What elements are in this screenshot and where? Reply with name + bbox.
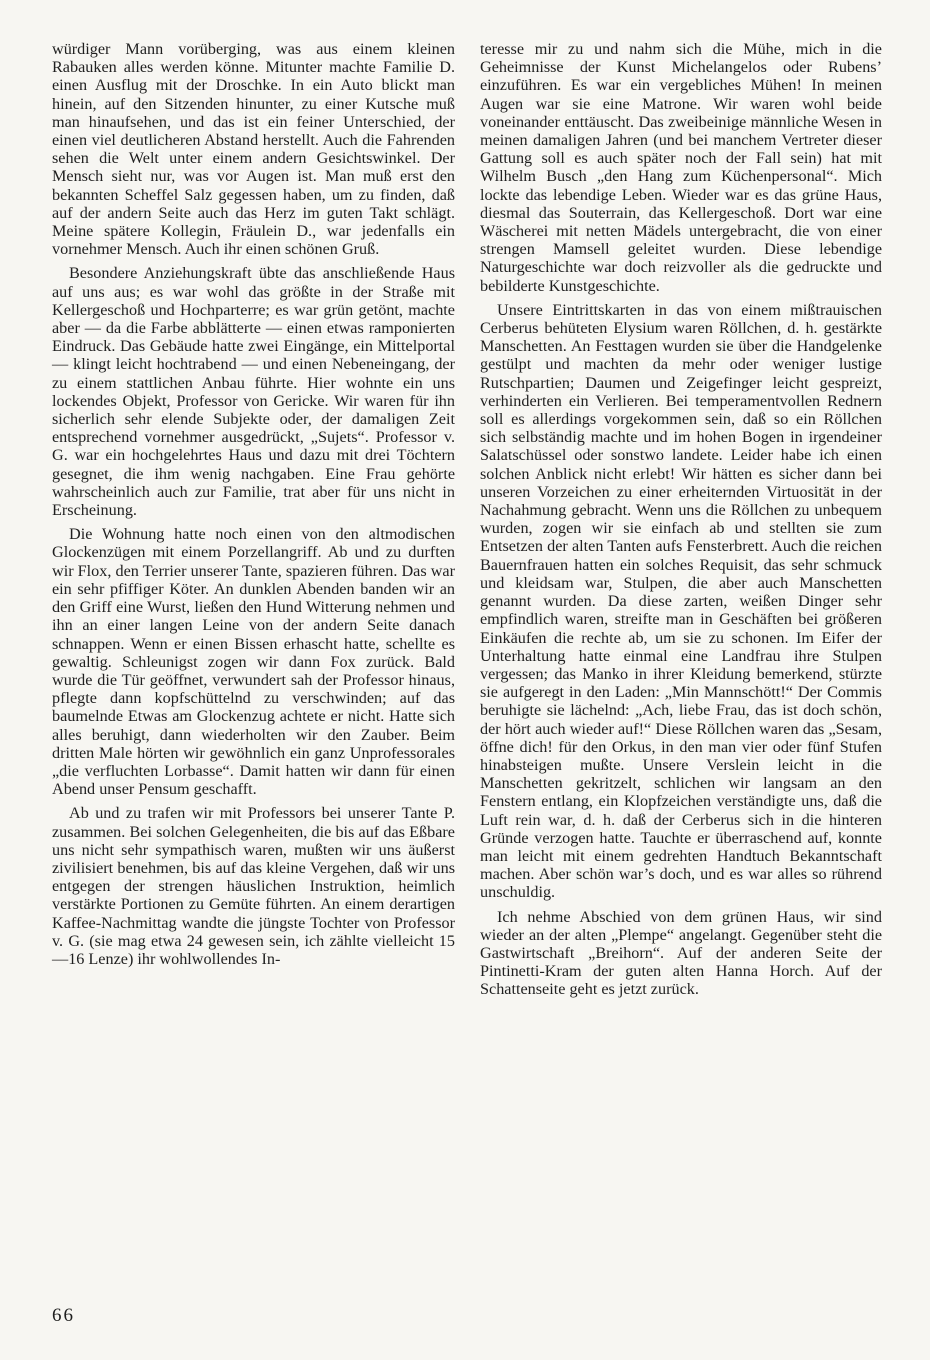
paragraph: Ich nehme Abschied von dem grünen Haus, wir sind wieder an der alten „Plempe“ angelangt. Gegenüber steht die Gastwirtschaft „Breihorn“. Auf der anderen Seite der Pintinetti-Kram der guten alten Hanna Horch. Auf der Schattenseite geht es jetzt zurück. (480, 907, 882, 999)
page-number: 66 (52, 1305, 75, 1326)
paragraph: teresse mir zu und nahm sich die Mühe, mich in die Geheimnisse der Kunst Michelangelos oder Rubens’ einzuführen. Es war ein vergebliches Mühen! In meinen Augen war sie eine Matrone. Wir waren wohl beide voneinander enttäuscht. Das zweibeinige männliche Wesen in meinen damaligen Jahren (und bei manchem Vertreter dieser Gattung soll es auch später noch der Fall sein) hat mit Wilhelm Busch „den Hang zum Küchenpersonal“. Mich lockte das lebendige Leben. Wieder war es das grüne Haus, diesmal das Souterrain, das Kellergeschoß. Dort war eine Wäscherei mit netten Mädels untergebracht, die von einer strengen Mamsell geleitet wurden. Diese lebendige Naturgeschichte war doch reizvoller als die gedruckte und bebilderte Kunstgeschichte. (480, 40, 882, 295)
paragraph: Besondere Anziehungskraft übte das anschließende Haus auf uns aus; es war wohl das größte in der Straße mit Kellergeschoß und Hochparterre; es war grün getönt, machte aber — da die Farbe abblätterte — einen etwas ramponierten Eindruck. Das Gebäude hatte zwei Eingänge, ein Mittelportal — klingt leicht hochtrabend — und einen Nebeneingang, der zu einem stattlichen Anbau führte. Hier wohnte ein uns lockendes Objekt, Professor von Gericke. Wir waren für ihn sicherlich sehr elende Subjekte oder, der damaligen Zeit entsprechend vornehmer ausgedrückt, „Sujets“. Professor v. G. war ein hochgelehrtes Haus und dazu mit drei Töchtern gesegnet, die ihm wenig nachgaben. Eine Frau gehörte wahrscheinlich auch zur Familie, trat aber für uns nicht in Erscheinung. (52, 264, 455, 520)
paragraph: Unsere Eintrittskarten in das von einem mißtrauischen Cerberus behüteten Elysium waren Röllchen, d. h. gestärkte Manschetten. An Festtagen wurden sie über die Handgelenke gestülpt und machten da mehr oder weniger lustige Rutschpartien; Daumen und Zeigefinger leicht gespreizt, verhinderten ein Verlieren. Bei temperamentvollen Rednern soll es allerdings vorgekommen sein, daß so ein Röllchen sich selbständig machte und im hohen Bogen in irgendeiner Salatschüssel oder sonstwo landete. Leider habe ich einen solchen Anblick nicht erlebt! Wir hätten es sicher dann bei unseren Vorzeichen zu einer erheiternden Virtuosität in der Nachahmung gebracht. Wenn uns die Röllchen zu unbequem wurden, zogen wir sie einfach ab und stellten sie zum Entsetzen der alten Tanten aufs Fensterbrett. Auch die reichen Bauernfrauen hatten ein solches Requisit, das sehr schmuck und kleidsam war, Stulpen, die aber auch Manschetten genannt wurden. Da diese zarten, weißen Dinger sehr empfindlich waren, streifte man in Geschäften bei größeren Einkäufen die rechte ab, um sie zu schonen. Im Eifer der Unterhaltung hatte einmal eine Landfrau ihre Stulpen vergessen; das Manko in ihrer Kleidung bemerkend, stürzte sie aufgeregt in den Laden: „Min Mannschött!“ Der Commis beruhigte sie lächelnd: „Ach, liebe Frau, das ist doch schön, der hört auch wieder auf!“ Diese Röllchen waren das „Sesam, öffne dich! für den Orkus, in den man vier oder fünf Stufen hinabsteigen mußte. Unsere Verslein leicht in die Manschetten gekritzelt, schlichen wir langsam an den Fenstern entlang, ein Klopfzeichen verständigte uns, daß die Luft rein war, d. h. daß der Cerberus sich in die hinteren Gründe verzogen hatte. Tauchte er überraschend auf, konnte man leicht mit einem gedrehten Handtuch Bekanntschaft machen. Aber schön war’s doch, und es war alles so rührend unschuldig. (480, 300, 882, 902)
paragraph: Die Wohnung hatte noch einen von den altmodischen Glockenzügen mit einem Porzellangriff. Ab und zu durften wir Flox, den Terrier unserer Tante, spazieren führen. Das war ein sehr pfiffiger Köter. An dunklen Abenden banden wir an den Griff eine Wurst, ließen den Hund Witterung nehmen und ihn an einer langen Leine von der andern Seite danach schnappen. Wenn er einen Bissen erhascht hatte, schellte es gewaltig. Schleunigst zogen wir dann Fox zurück. Bald wurde die Tür geöffnet, verwundert sah der Professor hinaus, pflegte dann kopfschüttelnd zu verschwinden; auf das baumelnde Etwas am Glockenzug achtete er nicht. Hatte sich alles beruhigt, dann wiederholten wir den Zauber. Beim dritten Male hörten wir gewöhnlich ein ganz Unprofessorales „die verfluchten Lorbasse“. Damit hatten wir dann für einen Abend unser Pensum geschafft. (52, 525, 455, 799)
left-text-column (52, 40, 455, 968)
right-text-column (480, 40, 882, 999)
paragraph: würdiger Mann vorüberging, was aus einem kleinen Rabauken alles werden könne. Mitunter machte Familie D. einen Ausflug mit der Droschke. In ein Auto blickt man hinein, auf den Sitzenden hinunter, zu einer Kutsche muß man hinaufsehen, und das ist ein feiner Unterschied, der einen viel deutlicheren Abstand herstellt. Auch die Fahrenden sehen die Welt unter einem andern Gesichtswinkel. Der Mensch sieht nur, was vor Augen ist. Man muß erst den bekannten Scheffel Salz gegessen haben, um zu finden, daß auf der andern Seite auch das Herz im guten Takt schlägt. Meine spätere Kollegin, Fräulein D., war jedenfalls ein vornehmer Mensch. Auch ihr einen schönen Gruß. (52, 40, 455, 259)
paragraph: Ab und zu trafen wir mit Professors bei unserer Tante P. zusammen. Bei solchen Gelegenheiten, die bis auf das Eßbare uns nicht sehr sympathisch waren, mußten wir uns äußerst zivilisiert benehmen, bis auf das kleine Vergehen, daß wir uns entgegen der strengen häuslichen Instruktion, heimlich verstärkte Portionen zu Gemüte führten. An einem derartigen Kaffee-Nachmittag wandte die jüngste Tochter von Professor v. G. (sie mag etwa 24 gewesen sein, ich zählte vielleicht 15—16 Lenze) ihr wohlwollendes In- (52, 804, 455, 968)
